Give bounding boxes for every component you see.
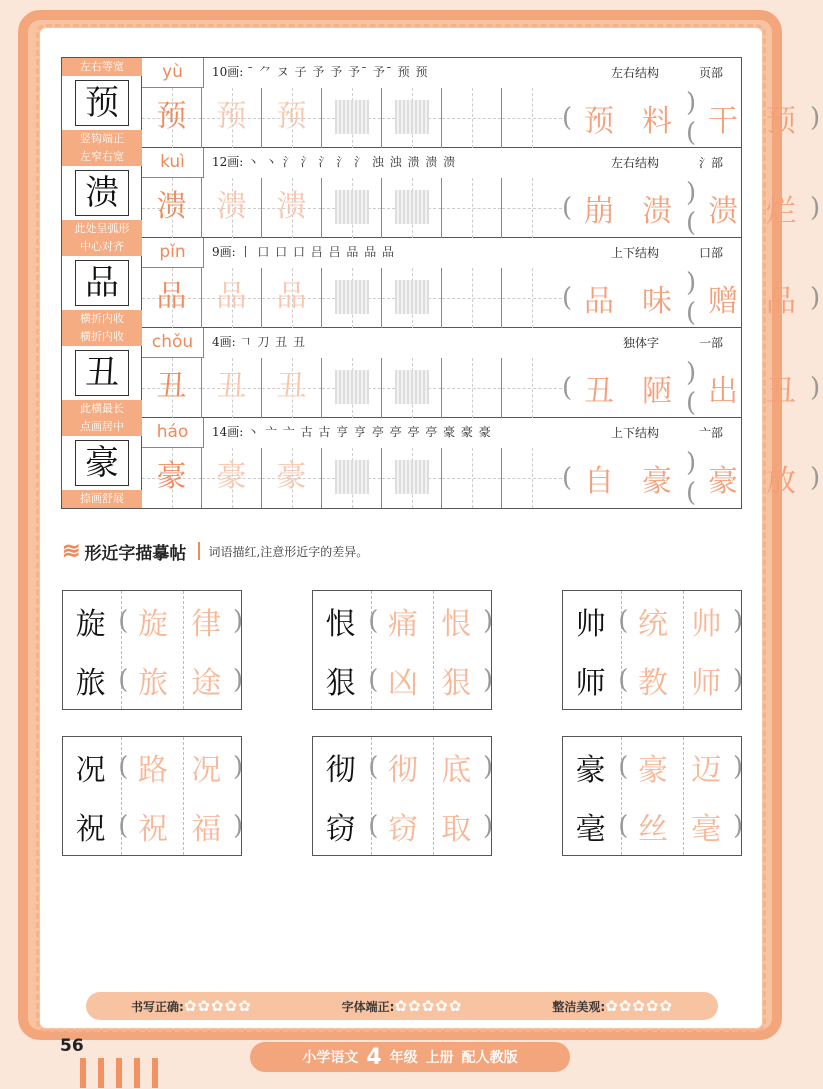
- stroke-sequence: 丶 丶 氵 氵 氵 氵 氵 浊 浊 溃 溃 溃: [247, 155, 457, 169]
- practice-row: [62, 148, 821, 238]
- word-char[interactable]: 豪: [708, 464, 738, 499]
- tip-top: 横折内收: [62, 328, 142, 346]
- trace-char[interactable]: 窃: [387, 811, 418, 847]
- word-char[interactable]: 味: [642, 284, 672, 319]
- grid-cell-blank[interactable]: [442, 268, 502, 328]
- stroke-count: 9画:: [212, 245, 236, 259]
- decor-stripe: [116, 1058, 122, 1088]
- tip-top: 中心对齐: [62, 238, 142, 256]
- similar-char-box: 况 ( 路 况 ) 祝 ( 祝 福 ): [62, 736, 242, 856]
- stroke-sequence: 丨 口 口 口 吕 吕 品 品 品: [239, 245, 396, 259]
- grid-cell-model[interactable]: 丑: [142, 358, 202, 418]
- footer-subject: 小学语文: [302, 1050, 359, 1066]
- trace-char[interactable]: 毫: [691, 811, 722, 847]
- key-char: 师: [575, 665, 606, 701]
- trace-char[interactable]: 凶: [387, 665, 418, 701]
- trace-char[interactable]: 恨: [441, 606, 472, 642]
- grid-cell-blank[interactable]: [502, 178, 562, 238]
- structure: 上下结构: [610, 426, 659, 440]
- practice-area: [142, 238, 821, 328]
- stroke-count: 12画:: [212, 155, 244, 169]
- char-card: [62, 418, 142, 508]
- footer-grade: 4: [366, 1044, 382, 1070]
- grid-cell-blank[interactable]: [502, 88, 562, 148]
- char-card: [62, 148, 142, 238]
- stroke-count: 14画:: [212, 425, 244, 439]
- tip-top: 左窄右宽: [62, 148, 142, 166]
- pinyin: yù: [142, 58, 204, 88]
- stroke-sequence: 𠃍 刀 丑 丑: [239, 335, 306, 349]
- key-char: 祝: [75, 811, 106, 847]
- trace-char[interactable]: 底: [441, 752, 472, 788]
- practice-area: [142, 328, 821, 418]
- word-char[interactable]: 品: [766, 284, 796, 319]
- model-char: 品: [75, 260, 129, 306]
- practice-table: [61, 57, 821, 509]
- tip-bottom: 竖钩端正: [62, 130, 142, 148]
- structure: 左右结构: [610, 66, 659, 80]
- char-card: [62, 58, 142, 148]
- word-char[interactable]: 赠: [708, 284, 738, 319]
- grid-cell-outline[interactable]: [382, 178, 442, 238]
- word-practice: ( 自 豪 )( 豪 放 ): [562, 448, 821, 508]
- key-char: 旅: [75, 665, 106, 701]
- grid-cell-blank[interactable]: [442, 178, 502, 238]
- word-char[interactable]: 出: [708, 374, 738, 409]
- trace-char[interactable]: 彻: [387, 752, 418, 788]
- stroke-order: [212, 423, 492, 440]
- trace-char[interactable]: 丝: [637, 811, 668, 847]
- word-char[interactable]: 烂: [766, 194, 796, 229]
- trace-char[interactable]: 师: [691, 665, 722, 701]
- grid-cell-trace[interactable]: 预: [262, 88, 322, 148]
- trace-char[interactable]: 旅: [137, 665, 168, 701]
- section-note: 词语描红,注意形近字的差异。: [208, 544, 369, 559]
- radical: 页部: [698, 66, 723, 80]
- grid-cell-outline[interactable]: [322, 178, 382, 238]
- radical: 一部: [698, 336, 723, 350]
- flower-stars-icon[interactable]: ✿✿✿✿✿: [605, 997, 673, 1015]
- radical: 口部: [698, 246, 723, 260]
- section-header: [62, 538, 368, 564]
- similar-char-box: 旋 ( 旋 律 ) 旅 ( 旅 途 ): [62, 590, 242, 710]
- grid-cell-outline[interactable]: [322, 268, 382, 328]
- trace-char[interactable]: 豪: [637, 752, 668, 788]
- char-card: [62, 238, 142, 328]
- word-char[interactable]: 干: [708, 104, 738, 139]
- word-char[interactable]: 丑: [584, 374, 614, 409]
- tip-top: 左右等宽: [62, 58, 142, 76]
- key-char: 豪: [575, 752, 606, 788]
- word-char[interactable]: 预: [584, 104, 614, 139]
- grid-cell-trace[interactable]: 品: [262, 268, 322, 328]
- stroke-order: [212, 153, 456, 170]
- model-char: 溃: [75, 170, 129, 216]
- pinyin: kuì: [142, 148, 204, 178]
- stroke-sequence: ˉ ⺈ ヌ 子 予 予 予ˉ 予ˉ 预 预: [247, 65, 429, 79]
- grid-cell-trace[interactable]: 丑: [202, 358, 262, 418]
- structure: 上下结构: [610, 246, 659, 260]
- grid-cell-blank[interactable]: [442, 88, 502, 148]
- decor-stripe: [134, 1058, 140, 1088]
- grid-cell-blank[interactable]: [502, 358, 562, 418]
- practice-row: [62, 418, 821, 508]
- stroke-order: [212, 243, 395, 260]
- structure: 左右结构: [610, 156, 659, 170]
- tip-top: 点画居中: [62, 418, 142, 436]
- stroke-sequence: 丶 亠 亠 古 古 亨 亨 亭 亭 亭 亭 豪 豪 豪: [247, 425, 492, 439]
- key-char: 窃: [325, 811, 356, 847]
- section-title: 形近字描摹帖: [84, 543, 187, 564]
- word-practice: ( 丑 陋 )( 出 丑 ): [562, 358, 821, 418]
- trace-char[interactable]: 统: [637, 606, 668, 642]
- grid-cell-outline[interactable]: [322, 88, 382, 148]
- trace-char[interactable]: 路: [137, 752, 168, 788]
- model-char: 丑: [75, 350, 129, 396]
- flower-stars-icon[interactable]: ✿✿✿✿✿: [394, 997, 463, 1015]
- trace-char[interactable]: 迈: [691, 752, 722, 788]
- grid-cell-outline[interactable]: [382, 358, 442, 418]
- model-char: 预: [75, 80, 129, 126]
- word-char[interactable]: 陋: [642, 374, 672, 409]
- rating-neat-font[interactable]: 字体端正:✿✿✿✿✿: [341, 997, 463, 1015]
- word-practice: ( 品 味 )( 赠 品 ): [562, 268, 821, 328]
- pinyin: pǐn: [142, 238, 204, 268]
- similar-char-box: 彻 ( 彻 底 ) 窃 ( 窃 取 ): [312, 736, 492, 856]
- word-char[interactable]: 崩: [584, 194, 614, 229]
- grid-cell-trace[interactable]: 豪: [262, 448, 322, 508]
- practice-row: [62, 238, 821, 328]
- word-char[interactable]: 品: [584, 284, 614, 319]
- decor-stripe: [98, 1058, 104, 1088]
- similar-char-box: 帅 ( 统 帅 ) 师 ( 教 师 ): [562, 590, 742, 710]
- structure: 独体字: [622, 336, 659, 350]
- grid-cell-outline[interactable]: [382, 88, 442, 148]
- divider: [198, 542, 200, 560]
- key-char: 恨: [325, 606, 356, 642]
- grid-cell-model[interactable]: 品: [142, 268, 202, 328]
- grid-cell-trace[interactable]: 品: [202, 268, 262, 328]
- similar-char-box: 豪 ( 豪 迈 ) 毫 ( 丝 毫 ): [562, 736, 742, 856]
- rating-correct[interactable]: 书写正确:✿✿✿✿✿: [131, 997, 252, 1015]
- key-char: 帅: [575, 606, 606, 642]
- footer-term: 上册: [425, 1050, 454, 1066]
- grid-cell-model[interactable]: 预: [142, 88, 202, 148]
- stroke-count: 4画:: [212, 335, 236, 349]
- stroke-order: [212, 63, 429, 80]
- trace-char[interactable]: 旋: [137, 606, 168, 642]
- similar-char-box: 恨 ( 痛 恨 ) 狠 ( 凶 狠 ): [312, 590, 492, 710]
- grid-cell-model[interactable]: 豪: [142, 448, 202, 508]
- practice-area: [142, 418, 821, 508]
- practice-area: [142, 148, 821, 238]
- trace-char[interactable]: 途: [191, 665, 222, 701]
- trace-char[interactable]: 痛: [387, 606, 418, 642]
- rating-clean[interactable]: 整洁美观:✿✿✿✿✿: [552, 997, 673, 1015]
- grid-cell-blank[interactable]: [442, 358, 502, 418]
- grid-cell-model[interactable]: 溃: [142, 178, 202, 238]
- decor-stripe: [152, 1058, 158, 1088]
- word-char[interactable]: 放: [766, 464, 796, 499]
- word-char[interactable]: 自: [584, 464, 614, 499]
- grid-cell-trace[interactable]: 预: [202, 88, 262, 148]
- word-char[interactable]: 料: [642, 104, 672, 139]
- grid-cell-trace[interactable]: 丑: [262, 358, 322, 418]
- grid-cell-outline[interactable]: [322, 448, 382, 508]
- tip-bottom: 此横最长: [62, 400, 142, 418]
- practice-area: [142, 58, 821, 148]
- stroke-order: [212, 333, 306, 350]
- word-practice: ( 预 料 )( 干 预 ): [562, 88, 821, 148]
- grid-cell-trace[interactable]: 溃: [202, 178, 262, 238]
- practice-row: [62, 328, 821, 418]
- footer-grade-label: 年级: [389, 1050, 418, 1066]
- word-char[interactable]: 溃: [708, 194, 738, 229]
- trace-char[interactable]: 祝: [137, 811, 168, 847]
- key-char: 彻: [325, 752, 356, 788]
- grid-cell-blank[interactable]: [502, 268, 562, 328]
- grid-cell-outline[interactable]: [322, 358, 382, 418]
- grid-cell-trace[interactable]: 豪: [202, 448, 262, 508]
- tip-bottom: 捺画舒展: [62, 490, 142, 508]
- key-char: 狠: [325, 665, 356, 701]
- trace-char[interactable]: 福: [191, 811, 222, 847]
- wave-icon: ≋: [62, 538, 81, 564]
- grid-cell-trace[interactable]: 溃: [262, 178, 322, 238]
- key-char: 况: [75, 752, 106, 788]
- flower-stars-icon[interactable]: ✿✿✿✿✿: [183, 997, 252, 1015]
- pinyin: chǒu: [142, 328, 204, 358]
- grid-cell-outline[interactable]: [382, 448, 442, 508]
- model-char: 豪: [75, 440, 129, 486]
- word-char[interactable]: 预: [766, 104, 796, 139]
- pinyin: háo: [142, 418, 204, 448]
- trace-char[interactable]: 帅: [691, 606, 722, 642]
- trace-char[interactable]: 教: [637, 665, 668, 701]
- radical: 亠部: [698, 426, 723, 440]
- key-char: 毫: [575, 811, 606, 847]
- word-char[interactable]: 溃: [642, 194, 672, 229]
- trace-char[interactable]: 狠: [441, 665, 472, 701]
- decor-stripe: [80, 1058, 86, 1088]
- trace-char[interactable]: 律: [191, 606, 222, 642]
- footer-label: [250, 1042, 570, 1072]
- key-char: 旋: [75, 606, 106, 642]
- grid-cell-outline[interactable]: [382, 268, 442, 328]
- trace-char[interactable]: 取: [441, 811, 472, 847]
- page-number: 56: [60, 1036, 84, 1056]
- word-practice: ( 崩 溃 )( 溃 烂 ): [562, 178, 821, 238]
- grid-cell-blank[interactable]: [502, 448, 562, 508]
- practice-row: [62, 58, 821, 148]
- footer-edition: 配人教版: [461, 1050, 518, 1066]
- stroke-count: 10画:: [212, 65, 244, 79]
- word-char[interactable]: 丑: [766, 374, 796, 409]
- char-card: [62, 328, 142, 418]
- grid-cell-blank[interactable]: [442, 448, 502, 508]
- tip-bottom: 此处呈弧形: [62, 220, 142, 238]
- radical: 氵部: [698, 156, 723, 170]
- word-char[interactable]: 豪: [642, 464, 672, 499]
- rating-bar: [86, 992, 718, 1020]
- trace-char[interactable]: 况: [191, 752, 222, 788]
- tip-bottom: 横折内收: [62, 310, 142, 328]
